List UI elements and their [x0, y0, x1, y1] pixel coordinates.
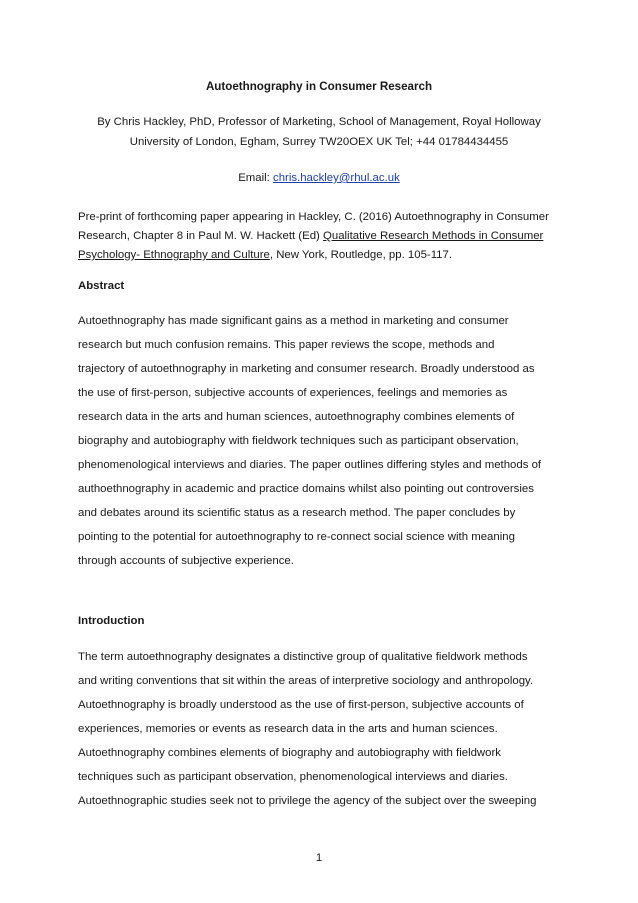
abstract-heading: Abstract	[78, 280, 125, 292]
abstract-line: pointing to the potential for autoethnography to re-connect social science with meaning	[78, 531, 515, 543]
abstract-line: through accounts of subjective experience.	[78, 555, 294, 567]
abstract-line: research but much confusion remains. This paper reviews the scope, methods and	[78, 339, 495, 351]
introduction-line: experiences, memories or events as research data in the arts and human sciences.	[78, 723, 498, 735]
email-link[interactable]: chris.hackley@rhul.ac.uk	[273, 172, 400, 184]
abstract-line: Autoethnography has made significant gains as a method in marketing and consumer	[78, 315, 509, 327]
abstract-line: research data in the arts and human sciences, autoethnography combines elements of	[78, 411, 515, 423]
introduction-line: The term autoethnography designates a distinctive group of qualitative fieldwork methods	[78, 651, 528, 663]
introduction-heading: Introduction	[78, 615, 145, 627]
abstract-line: trajectory of autoethnography in marketing and consumer research. Broadly understood as	[78, 363, 535, 375]
preprint-notice	[78, 208, 568, 265]
author-line-1: By Chris Hackley, PhD, Professor of Marketing, School of Management, Royal Holloway	[97, 116, 541, 128]
email-label: Email:	[238, 172, 273, 184]
abstract-line: and debates around its scientific status as a research method. The paper concludes by	[78, 507, 516, 519]
introduction-line: Autoethnographic studies seek not to privilege the agency of the subject over the sweeping	[78, 795, 537, 807]
abstract-line: the use of first-person, subjective accounts of experiences, feelings and memories as	[78, 387, 508, 399]
abstract-line: phenomenological interviews and diaries. The paper outlines differing styles and methods of	[78, 459, 542, 471]
email-line	[0, 172, 638, 184]
preprint-text-2: , New York, Routledge, pp. 105-117.	[269, 249, 453, 261]
author-line-2: University of London, Egham, Surrey TW20OEX UK Tel; +44 01784434455	[129, 136, 509, 148]
abstract-line: biography and autobiography with fieldwork techniques such as participant observation,	[78, 435, 519, 447]
introduction-line: Autoethnography is broadly understood as the use of first-person, subjective accounts of	[78, 699, 524, 711]
preprint-text-1: Pre-print of forthcoming paper appearing in Hackley, C. (2016) Autoethnography in Consumer Research, Chapter 8 in Paul M. W. Hackett (Ed)	[78, 211, 549, 242]
book-title: Qualitative Research Methods in Consumer Psychology- Ethnography and Culture	[78, 230, 544, 261]
introduction-line: and writing conventions that sit within the areas of interpretive sociology and anthropology.	[78, 675, 534, 687]
paper-title: Autoethnography in Consumer Research	[205, 80, 433, 93]
abstract-line: authoethnography in academic and practice domains whilst also pointing out controversies	[78, 483, 534, 495]
page-number: 1	[315, 852, 323, 864]
introduction-line: Autoethnography combines elements of biography and autobiography with fieldwork	[78, 747, 501, 759]
introduction-line: techniques such as participant observation, phenomenological interviews and diaries.	[78, 771, 508, 783]
